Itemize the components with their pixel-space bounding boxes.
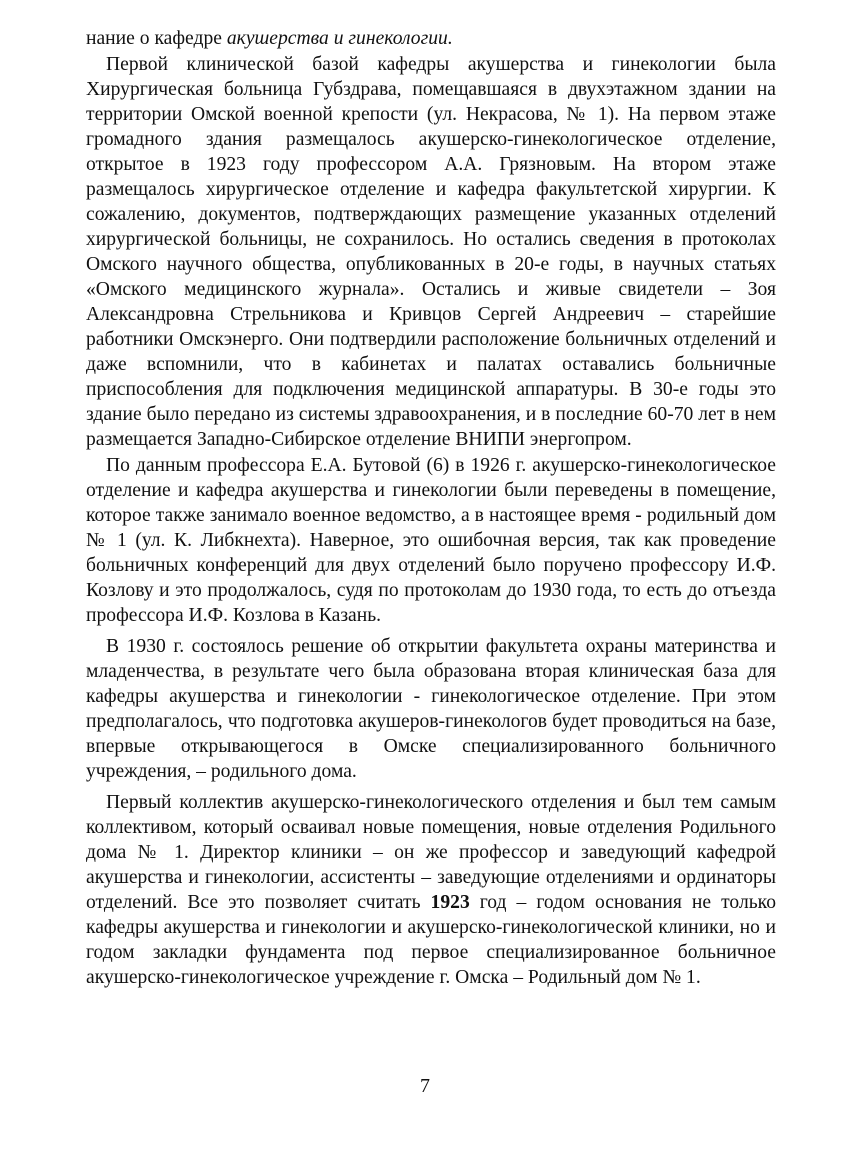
paragraph-1-text: нание о кафедре xyxy=(86,28,227,49)
paragraph-5 xyxy=(86,790,776,990)
paragraph-4-text: В 1930 г. состоялось решение об открытии факультета охраны материнства и младенчества, в результате чего была образована вторая клиническая база для кафедры акушерства и гинекологии - гинекологическое отделение. При этом предполагалось, что подготовка акушеров-гинекологов будет проводиться на базе, впервые открывающегося в Омске специализированного больничного учреждения, – родильного дома. xyxy=(86,636,776,782)
paragraph-3 xyxy=(86,453,776,628)
page-number: 7 xyxy=(420,1075,430,1097)
paragraph-2-text: Первой клинической базой кафедры акушерства и гинекологии была Хирургическая больница Губздрава, помещавшаяся в двухэтажном здании на территории Омской военной крепости (ул. Некрасова, № 1). На первом этаже громадного здания размещалось акушерско-гинекологическое отделение, открытое в 1923 году профессором А.А. Грязновым. На втором этаже размещалось хирургическое отделение и кафедра факультетской хирургии. К сожалению, документов, подтверждающих размещение указанных отделений хирургической больницы, не сохранилось. Но остались сведения в протоколах Омского научного общества, опубликованных в 20-е годы, в научных статьях «Омского медицинского журнала». Остались и живые свидетели – Зоя Александровна Стрельникова и Кривцов Сергей Андреевич – старейшие работники Омскэнерго. Они подтвердили расположение больничных отделений и даже вспомнили, что в кабинетах и палатах оставались больничные приспособления для подключения медицинской аппаратуры. В 30-е годы это здание было передано из системы здравоохранения, и в последние 60-70 лет в нем размещается Западно-Сибирское отделение ВНИПИ энергопром. xyxy=(86,54,776,450)
paragraph-4 xyxy=(86,634,776,784)
document-page xyxy=(86,26,776,990)
paragraph-1-italic-text: акушерства и гинекологии. xyxy=(226,28,453,49)
paragraph-2 xyxy=(86,52,776,452)
paragraph-5-text-start: Первый коллектив акушерско-гинекологического отделения и был тем самым коллективом, который осваивал новые помещения, новые отделения Родильного дома № 1. Директор клиники – он же профессор и заведующий кафедрой акушерства и гинекологии, ассистенты – заведующие отделениями и ординаторы отделений. Все это позволяет считать xyxy=(86,792,776,913)
paragraph-5-text-end: год – годом основания не только кафедры акушерства и гинекологии и акушерско-гинекологической клиники, но и годом закладки фундамента под первое специализированное больничное акушерско-гинекологическое учреждение г. Омска – Родильный дом № 1. xyxy=(86,892,777,988)
paragraph-1 xyxy=(86,26,776,51)
paragraph-5-bold-year: 1923 xyxy=(430,892,470,913)
paragraph-3-text: По данным профессора Е.А. Бутовой (6) в 1926 г. акушерско-гинекологическое отделение и кафедра акушерства и гинекологии были переведены в помещение, которое также занимало военное ведомство, а в настоящее время - родильный дом № 1 (ул. К. Либкнехта). Наверное, это ошибочная версия, так как проведение больничных конференций для двух отделений было поручено профессору И.Ф. Козлову и это продолжалось, судя по протоколам до 1930 года, то есть до отъезда профессора И.Ф. Козлова в Казань. xyxy=(86,455,776,626)
